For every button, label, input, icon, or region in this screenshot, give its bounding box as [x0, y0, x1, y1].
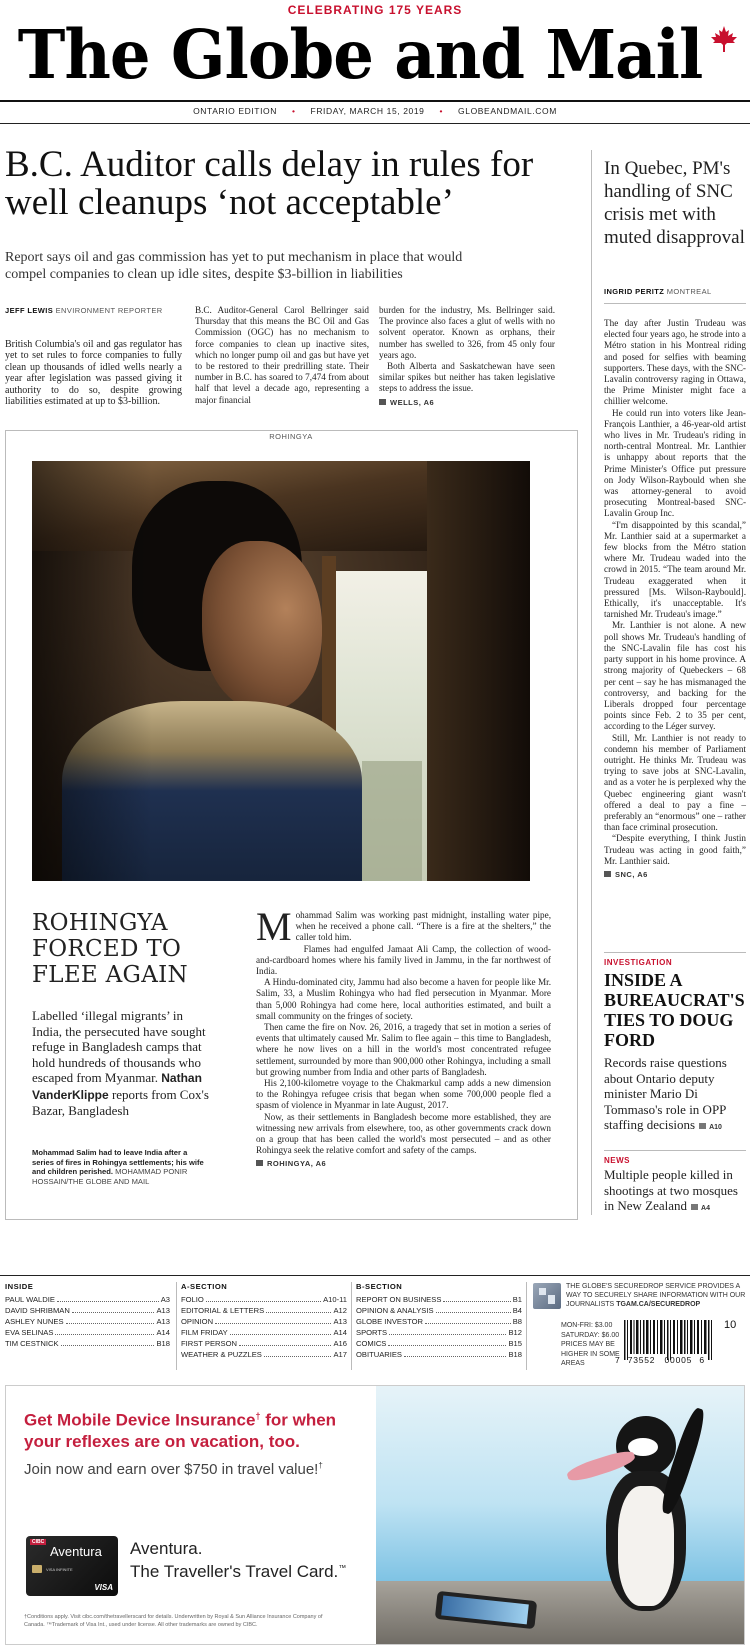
date-label: FRIDAY, MARCH 15, 2019: [310, 106, 425, 116]
maple-leaf-icon: [709, 24, 739, 54]
ad-tagline-mark: ™: [338, 1563, 347, 1573]
price-note: PRICES MAY BE: [561, 1341, 615, 1348]
barcode-issue: 10: [724, 1319, 737, 1331]
investigation-summary: [604, 1055, 746, 1136]
lead-col3-p1: burden for the industry, Ms. Bellringer said. The province also faces a glut of wells with no solvent operator. Known as orphans, their number has swelled to 326, from 45 only four years ago.: [379, 305, 555, 360]
quebec-para: “Despite everything, I think Justin Trudeau was acting in good faith,” Mr. Lanthier said.: [604, 833, 746, 866]
lead-col3: [379, 305, 555, 408]
index-row[interactable]: SPORTS B12: [356, 1328, 522, 1337]
lead-col2: B.C. Auditor-General Carol Bellringer said Thursday that this means the BC Oil and Gas Commission (OGC) has no mechanism to force companies to clean up inactive sites, which no longer pump oil and gas but have yet to be restored to their predrilling state. Their number in B.C. has soared to 7,474 from about half that level a decade ago, representing a major financial: [195, 305, 369, 405]
rohingya-dropcap: M: [256, 904, 292, 949]
lead-headline[interactable]: B.C. Auditor calls delay in rules for well cleanups ‘not acceptable’: [5, 144, 534, 223]
edition-bar: ONTARIO EDITION • FRIDAY, MARCH 15, 2019 • GLOBEANDMAIL.COM: [193, 106, 557, 116]
index-row[interactable]: PAUL WALDIE A3: [5, 1295, 170, 1304]
investigation-headline[interactable]: INSIDE A BUREAUCRAT'S TIES TO DOUG FORD: [604, 970, 745, 1050]
index-row[interactable]: WEATHER & PUZZLES A17: [181, 1350, 347, 1359]
lead-byline-role: ENVIRONMENT REPORTER: [55, 306, 163, 315]
index-row[interactable]: OPINION A13: [181, 1317, 347, 1326]
price-saturday: SATURDAY: $6.00: [561, 1331, 620, 1339]
ad-fineprint: †Conditions apply. Visit cibc.com/thetravellerscard for details. Underwritten by Royal & Sun Alliance Insurance Company of Canada. ™Trademark of Visa Int., used under license. All other trademarks are owned by CIBC.: [24, 1614, 323, 1628]
rohingya-para: A Hindu-dominated city, Jammu had also become a haven for people like Mr. Salim, 33, a Muslim Rohingya who had fled persecution in Myanmar. More than 5,000 Rohingya had come here, local authorities estimated, and built a small community on the fringes of society.: [256, 977, 551, 1021]
securedrop-notice: [566, 1283, 746, 1309]
rohingya-headline[interactable]: ROHINGYA FORCED TO FLEE AGAIN: [32, 910, 188, 988]
masthead-tagline: CELEBRATING 175 YEARS: [287, 3, 463, 17]
ad-headline-tail: for when your reflexes are on vacation, too.: [24, 1410, 337, 1451]
index-a-section: [181, 1282, 347, 1360]
index-row[interactable]: OPINION & ANALYSIS B4: [356, 1306, 522, 1315]
ad-subline: [24, 1461, 384, 1478]
rohingya-para: Flames had engulfed Jamaat Ali Camp, the collection of wood-and-cardboard homes where his family lived in Jammu, in the far northwest of India.: [256, 943, 551, 977]
investigation-label: INVESTIGATION: [604, 958, 673, 967]
index-a-heading: A-SECTION: [181, 1282, 228, 1291]
lead-byline: [5, 306, 185, 315]
quebec-byline: [604, 287, 746, 296]
ad-brand: Aventura.: [130, 1539, 203, 1558]
barcode-numbers: [615, 1355, 730, 1365]
rohingya-caption: [32, 1148, 210, 1186]
ad-subline-mark: †: [318, 1461, 323, 1470]
price-weekday: MON-FRI: $3.00: [561, 1322, 613, 1329]
card-name: Aventura: [50, 1544, 102, 1559]
ad-headline-text: Get Mobile Device Insurance: [24, 1410, 256, 1430]
rohingya-body: [256, 904, 551, 1170]
securedrop-icon: [533, 1283, 561, 1309]
visa-logo: VISA: [94, 1583, 113, 1592]
quebec-para: Mr. Lanthier is not alone. A new poll shows Mr. Trudeau's handling of the SNC-Lavalin file has cost his party support in his home province. A strong majority of Quebeckers – 68 per cent – say he has mismanaged the controversy, and backing for the Liberals dropped four percentage points since Feb. 2 to 35 per cent, according to the Léger survey.: [604, 620, 746, 732]
ad-tagline: [130, 1562, 346, 1582]
penguin-illustration: [546, 1406, 696, 1636]
index-row[interactable]: ASHLEY NUNES A13: [5, 1317, 170, 1326]
rohingya-section-label: ROHINGYA: [241, 432, 341, 441]
news-summary: [604, 1167, 746, 1217]
ad-tagline-text: The Traveller's Travel Card.: [130, 1562, 339, 1581]
index-row[interactable]: DAVID SHRIBMAN A13: [5, 1306, 170, 1315]
news-ref[interactable]: A4: [687, 1205, 710, 1212]
ad-subline-text: Join now and earn over $750 in travel value!: [24, 1461, 319, 1478]
card-tier: VISA INFINITE: [46, 1567, 73, 1572]
ad-headline: [24, 1406, 364, 1452]
website-link[interactable]: GLOBEANDMAIL.COM: [458, 106, 557, 116]
rohingya-caption-text: Mohammad Salim had to leave India after a series of fires in Rohingya settlements; his wife and children perished.: [32, 1148, 204, 1177]
rohingya-summary: [32, 1008, 210, 1119]
lead-deck: Report says oil and gas commission has yet to put mechanism in place that would compel companies to clean up idle sites, despite $3-billion in liabilities: [5, 250, 463, 282]
rohingya-jump-link[interactable]: ROHINGYA, A6: [256, 1158, 551, 1169]
index-b-section: [356, 1282, 522, 1360]
cibc-logo: CIBC: [32, 1539, 45, 1545]
barcode: [622, 1320, 722, 1360]
news-summary-text[interactable]: Multiple people killed in shootings at two mosques in New Zealand: [604, 1167, 738, 1213]
rohingya-author[interactable]: Nathan VanderKlippe: [32, 1071, 202, 1102]
barcode-digits-1: 73552: [627, 1355, 656, 1365]
securedrop-link[interactable]: TGAM.CA/SECUREDROP: [616, 1300, 701, 1308]
lead-col3-p2: Both Alberta and Saskatchewan have seen similar spikes but neither has taken legislative steps to address the issue.: [379, 361, 555, 394]
barcode-check: 6: [699, 1355, 705, 1365]
cibc-ad[interactable]: [5, 1385, 745, 1645]
quebec-jump-link[interactable]: SNC, A6: [604, 869, 746, 880]
investigation-summary-text: Records raise questions about Ontario deputy minister Mario Di Tommaso's role in OPP staffing decisions: [604, 1055, 727, 1132]
index-row[interactable]: EVA SELINAS A14: [5, 1328, 170, 1337]
lead-jump-link[interactable]: WELLS, A6: [379, 397, 555, 408]
index-row[interactable]: FILM FRIDAY A14: [181, 1328, 347, 1337]
quebec-para: The day after Justin Trudeau was elected four years ago, he strode into a Métro station in his Montreal riding and posed for selfies with beaming supporters. These days, with the SNC-Lavalin controversy raging in Ottawa, the Prime Minister might face a chillier welcome.: [604, 318, 746, 407]
quebec-headline[interactable]: In Quebec, PM's handling of SNC crisis met with muted disapproval: [604, 158, 745, 248]
index-row[interactable]: FOLIO A10-11: [181, 1295, 347, 1304]
index-inside: [5, 1282, 170, 1349]
news-label: NEWS: [604, 1156, 630, 1165]
quebec-body: [604, 318, 746, 880]
index-row[interactable]: GLOBE INVESTOR B8: [356, 1317, 522, 1326]
lead-intro: British Columbia's oil and gas regulator has yet to set rules to force companies to fully clean up thousands of idled wells nearly a year after legislation was passed giving it authority to do so, despite growing liabilities estimated at up to $3-billion.: [5, 339, 182, 408]
investigation-ref[interactable]: A10: [695, 1124, 722, 1131]
securedrop-text: THE GLOBE'S SECUREDROP SERVICE PROVIDES A WAY TO SECURELY SHARE INFORMATION WITH OUR JOURNALISTS: [566, 1283, 746, 1308]
rohingya-summary-tail: reports from Cox's Bazar, Bangladesh: [32, 1086, 209, 1118]
rohingya-para: His 2,100-kilometre voyage to the Chakmarkul camp adds a new dimension to the Rohingya refugee crisis that began when some 700,000 people fled a spasm of violence in Myanmar in late August, 2017.: [256, 1078, 551, 1111]
edition-label: ONTARIO EDITION: [193, 106, 278, 116]
index-row[interactable]: OBITUARIES B18: [356, 1350, 522, 1359]
ad-headline-mark: †: [255, 1411, 261, 1421]
rohingya-photo: [32, 461, 530, 881]
rohingya-para: Then came the fire on Nov. 26, 2016, a tragedy that set in motion a series of events that ultimately caused Mr. Salim to flee again – this time to Bangladesh, where he now lives on a hill in the world's most concentrated refugee settlement, surrounded by more than 900,000 other Rohingya, including a small but growing number from India and other parts of Bangladesh.: [256, 1022, 551, 1077]
quebec-para: He could run into voters like Jean-François Lanthier, a 46-year-old artist who lives in Mr. Trudeau's riding in north-central Montreal. Mr. Lanthier is unhappy about reports that the Prime Minister's Office put pressure on Jody Wilson-Raybould when she was attorney-general to avoid prosecuting Montreal-based SNC-Lavalin Group Inc.: [604, 407, 746, 519]
barcode-digits-2: 00005: [664, 1355, 693, 1365]
index-row[interactable]: REPORT ON BUSINESS B1: [356, 1295, 522, 1304]
price-note: HIGHER IN SOME AREAS: [561, 1350, 620, 1367]
rohingya-first-para: ohammad Salim was working past midnight, installing water pipe, when he received a phone call. “There is a fire at the shelters,” the caller told him.: [295, 910, 551, 943]
index-row[interactable]: EDITORIAL & LETTERS A12: [181, 1306, 347, 1315]
rohingya-caption-credit: MOHAMMAD PONIR HOSSAIN/THE GLOBE AND MAIL: [32, 1167, 188, 1186]
quebec-byline-name: INGRID PERITZ: [604, 287, 665, 296]
index-b-heading: B-SECTION: [356, 1282, 403, 1291]
index-row[interactable]: COMICS B15: [356, 1339, 522, 1348]
barcode-prefix: 7: [615, 1355, 621, 1365]
index-row[interactable]: TIM CESTNICK B18: [5, 1339, 170, 1348]
quebec-para: Still, Mr. Lanthier is not ready to condemn his member of Parliament outright. He thinks Mr. Trudeau was trying to save jobs at SNC-Lavalin, and as a voter he is perplexed why the Quebec engineering giant wasn't offered a deal to pay a fine – preferably an “enormous” one – rather than face criminal prosecution.: [604, 732, 746, 833]
quebec-byline-role: MONTREAL: [666, 287, 712, 296]
rohingya-para: Now, as their settlements in Bangladesh become more established, they are witnessing new arrivals from elsewhere, too, as other governments crack down on a group that has been called the world's most persecuted – and as other Rohingya seek the relative comfort and safety of the camps.: [256, 1111, 551, 1156]
lead-byline-name: JEFF LEWIS: [5, 306, 54, 315]
rohingya-summary-text: Labelled ‘illegal migrants’ in India, the persecuted have sought refuge in Bangladesh camps that hold hundreds of thousands who escaped from Myanmar.: [32, 1008, 206, 1085]
index-row[interactable]: FIRST PERSON A16: [181, 1339, 347, 1348]
credit-card-image: [26, 1536, 118, 1596]
masthead-title: The Globe and Mail: [17, 16, 703, 95]
quebec-para: “I'm disappointed by this scandal,” Mr. Lanthier said at a supermarket a few blocks from the Métro station where Mr. Trudeau waded into the crowd in 2015. “The team around Mr. Trudeau exaggerated when it pressured [Ms. Wilson-Raybould]. Ethically, it's unacceptable. It's tarnished Mr. Trudeau's image.”: [604, 519, 746, 620]
index-inside-heading: INSIDE: [5, 1282, 34, 1291]
